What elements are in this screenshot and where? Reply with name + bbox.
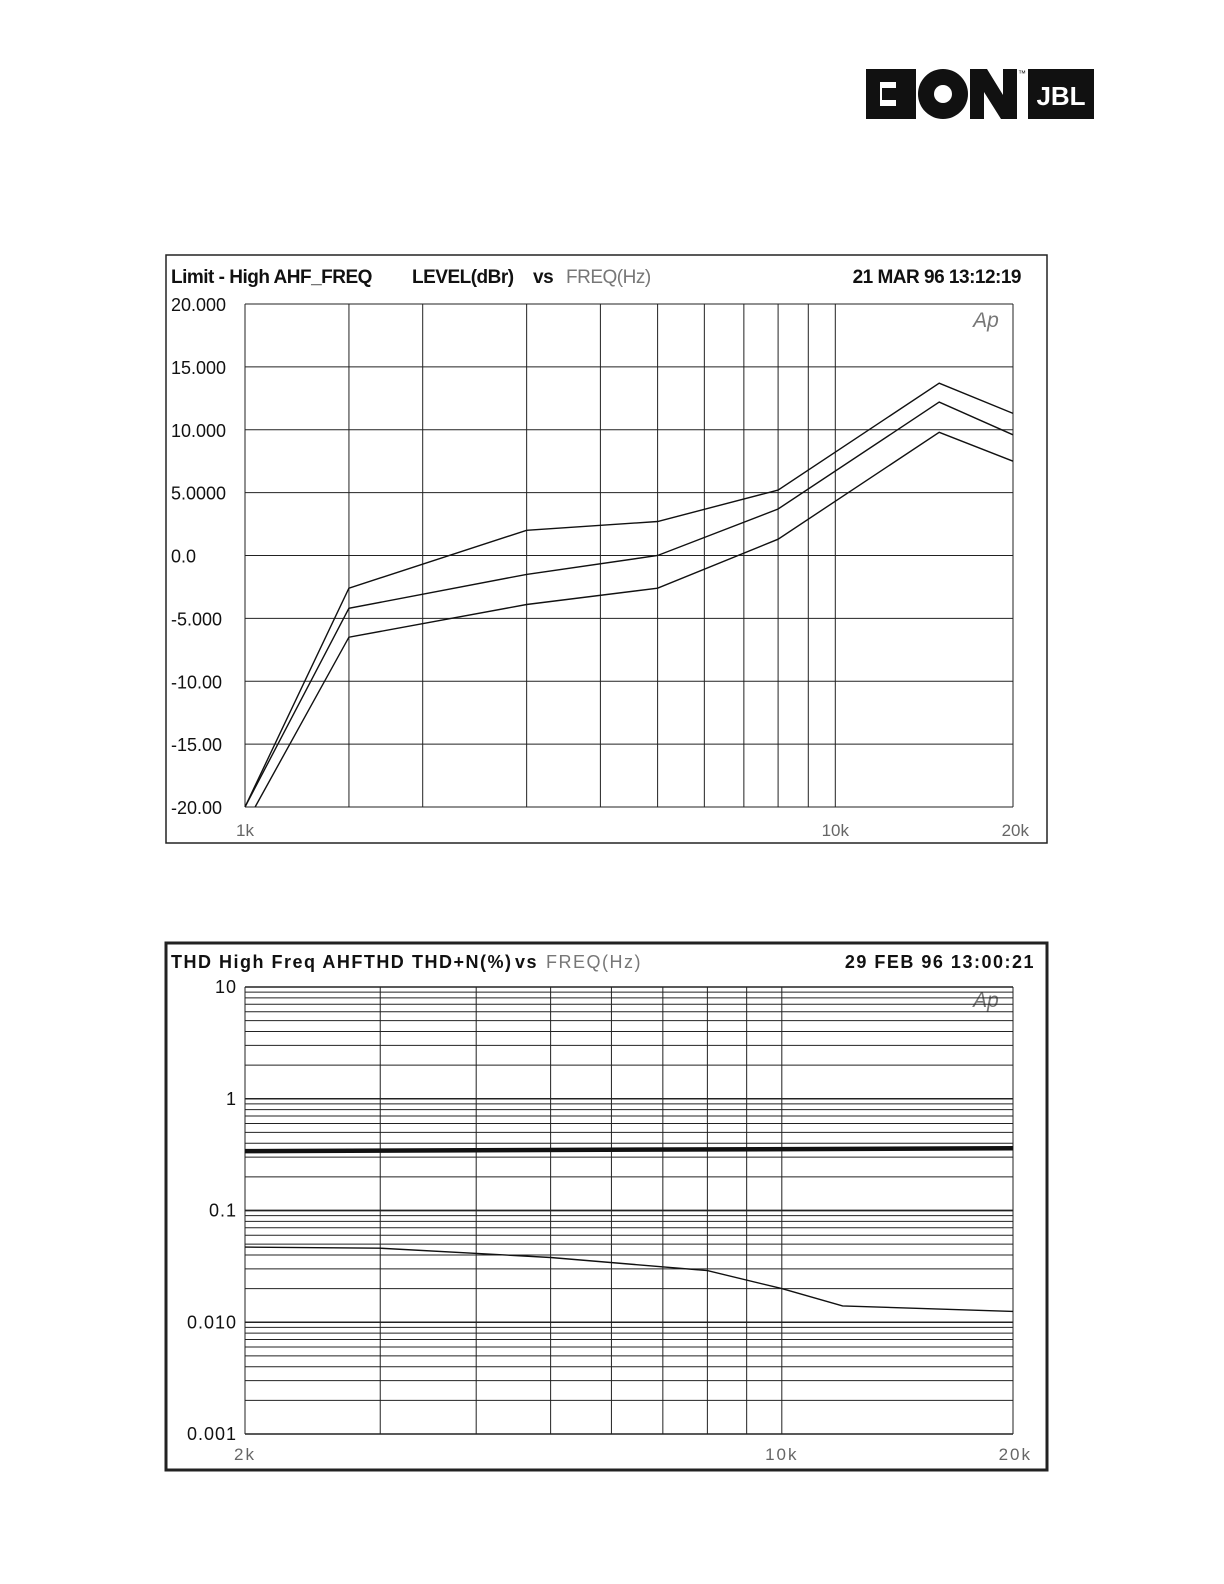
chart2-xtick-label: 10k: [765, 1445, 799, 1464]
chart2-vs: vs: [515, 952, 539, 972]
chart2-ytick-label: 0.001: [186, 1424, 237, 1444]
chart1-vs: vs: [533, 267, 554, 288]
chart1-xtick-label: 20k: [1001, 821, 1029, 840]
chart2-timestamp: 29 FEB 96 13:00:21: [844, 952, 1035, 972]
chart1-ytick-label: 20.000: [171, 295, 227, 315]
chart2-ytick-label: 0.1: [208, 1200, 237, 1221]
chart2-ytick-label: 1: [225, 1088, 237, 1109]
chart2-series-line-1: [245, 1247, 1013, 1311]
chart1-xtick-label: 10k: [821, 821, 850, 840]
chart2-title: THD High Freq AHFTHD: [171, 952, 406, 972]
brand-eon: EON: [867, 68, 870, 69]
chart2-ap-watermark: Ap: [973, 989, 999, 1012]
chart1-ap-watermark: Ap: [973, 309, 999, 332]
chart2-series-line-0: [245, 1148, 1013, 1151]
chart1-ytick-label: 5.0000: [171, 483, 227, 504]
trademark-symbol: ™: [1018, 69, 1026, 78]
chart1-ytick-label: 10.000: [171, 420, 227, 441]
chart2-xlabel: FREQ(Hz): [546, 952, 642, 972]
chart2-xtick-label: 20k: [998, 1445, 1032, 1464]
chart2-ylabel: THD+N(%): [412, 952, 513, 972]
chart1-ytick-label: -5.000: [171, 609, 223, 630]
brand-jbl: JBL: [1036, 81, 1086, 111]
chart2-frame: [166, 943, 1047, 1470]
chart1-ytick-label: -20.00: [171, 798, 223, 818]
chart1-xlabel: FREQ(Hz): [566, 267, 651, 288]
chart2-series: [245, 1148, 1013, 1311]
chart1-ytick-label: -15.00: [171, 735, 223, 756]
chart1-ytick-label: 15.000: [171, 357, 227, 378]
chart2-ytick-label: 10: [214, 977, 237, 997]
chart1-xtick-label: 1k: [236, 821, 254, 840]
chart1-timestamp: 21 MAR 96 13:12:19: [852, 267, 1021, 288]
chart2-y-ticks: [187, 977, 237, 1444]
chart2-x-ticks: [234, 1445, 1032, 1464]
chart2-xtick-label: 2k: [234, 1445, 256, 1464]
chart2-grid: [245, 987, 1013, 1434]
chart1-ylabel: LEVEL(dBr): [412, 267, 514, 288]
chart2-ytick-label: 0.010: [186, 1312, 237, 1333]
chart1-ytick-label: 0.0: [171, 546, 197, 567]
chart1-title: Limit - High AHF_FREQ: [171, 267, 372, 288]
chart1-ytick-label: -10.00: [171, 672, 223, 693]
